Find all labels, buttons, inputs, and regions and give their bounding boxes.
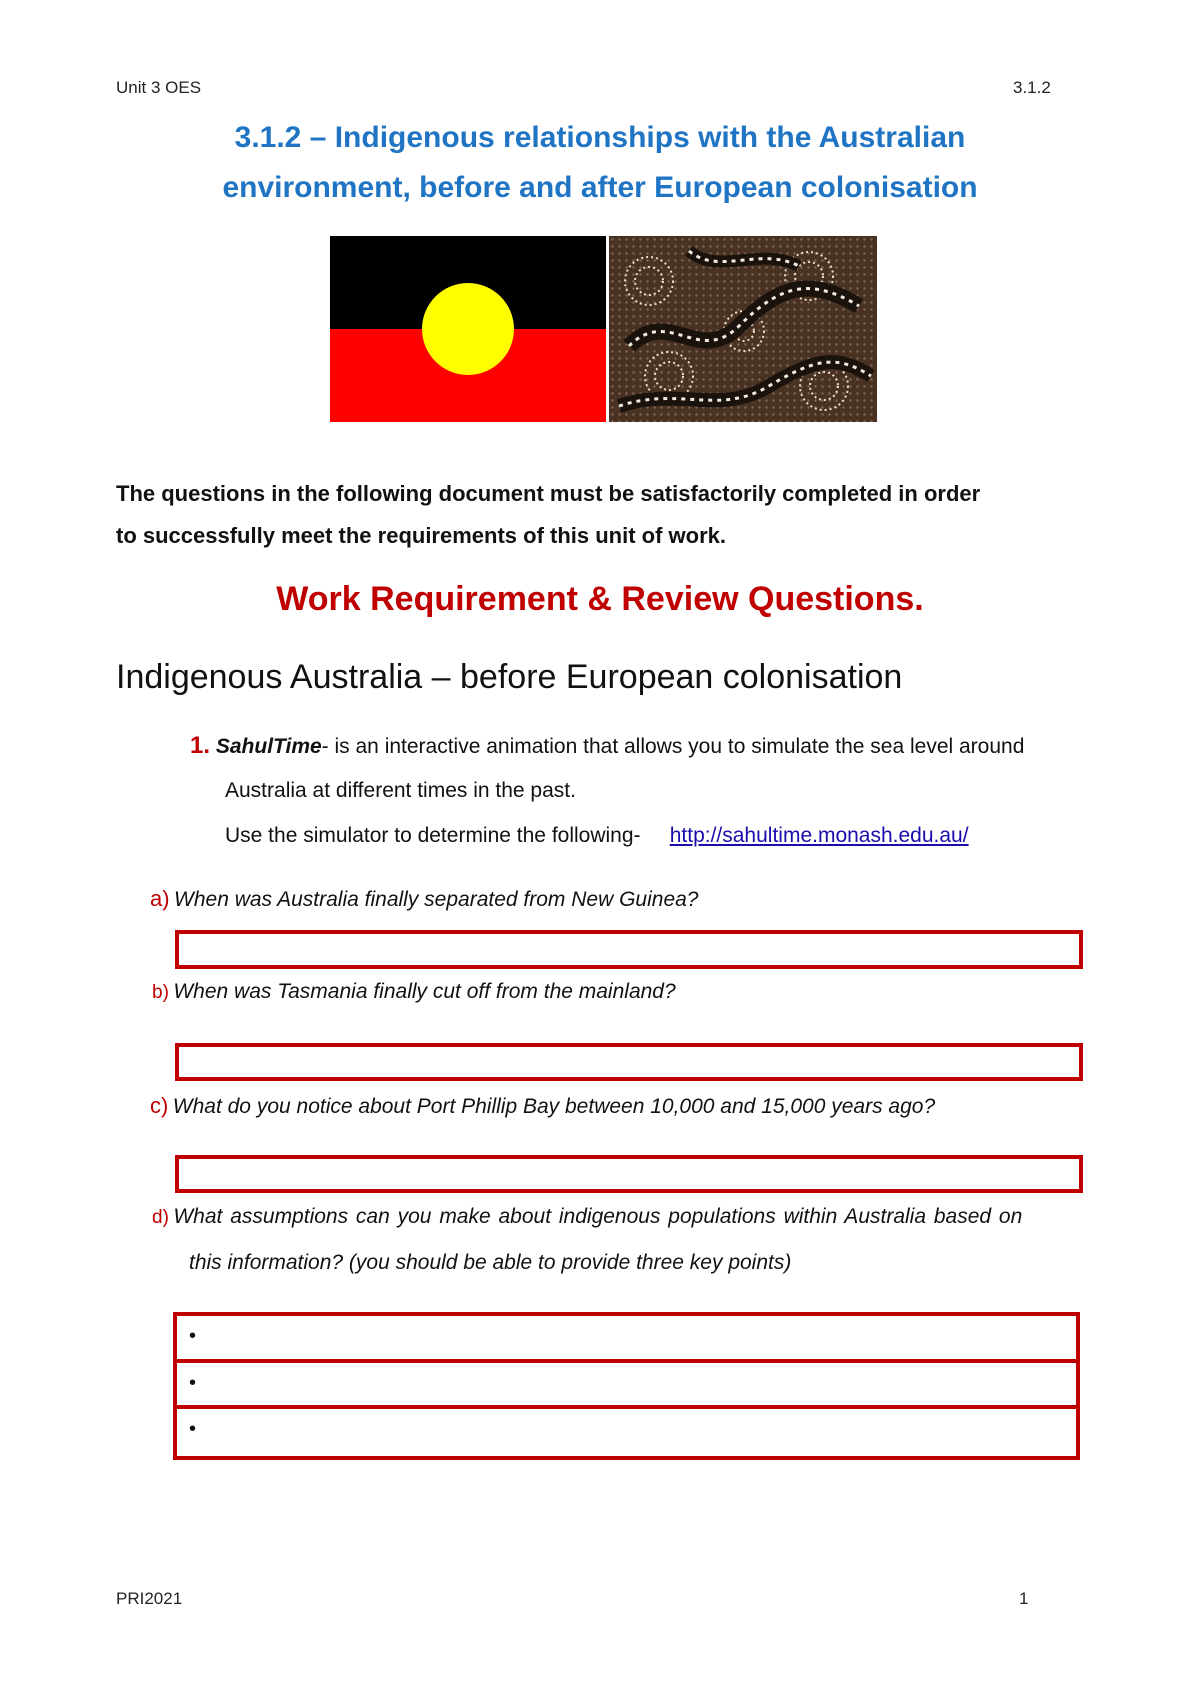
work-requirement-heading: Work Requirement & Review Questions. <box>276 580 924 618</box>
sahultime-link[interactable]: http://sahultime.monash.edu.au/ <box>669 824 969 847</box>
subquestion-a-text: When was Australia finally separated from New Guinea? <box>174 888 699 911</box>
header-unit: Unit 3 OES <box>116 78 202 97</box>
subquestion-b <box>152 980 676 1004</box>
bullet: • <box>189 1371 197 1394</box>
subquestion-c <box>150 1093 935 1119</box>
question-1-text-line1: - is an interactive animation that allows you to simulate the sea level around <box>321 735 1025 758</box>
section-heading: Indigenous Australia – before European colonisation <box>116 658 903 696</box>
subquestion-c-label: c) <box>150 1093 169 1118</box>
page-title-line2: environment, before and after European colonisation <box>222 171 978 204</box>
page-number: 1 <box>1019 1589 1029 1608</box>
sahultime-name: SahulTime <box>215 735 322 758</box>
answer-table-d <box>173 1312 1080 1460</box>
question-1 <box>190 723 1110 770</box>
answer-row-d3[interactable] <box>177 1409 1076 1456</box>
footer-code: PRI2021 <box>116 1589 183 1608</box>
answer-row-d2[interactable] <box>177 1363 1076 1410</box>
intro-line2: to successfully meet the requirements of this unit of work. <box>116 523 727 548</box>
answer-row-d1[interactable] <box>177 1316 1076 1363</box>
bullet: • <box>189 1325 197 1347</box>
subquestion-a <box>150 886 698 912</box>
page-title-line1: 3.1.2 – Indigenous relationships with the Australian <box>234 121 966 154</box>
question-1-text-line3 <box>225 813 1125 859</box>
subquestion-d-text-line2: this information? (you should be able to provide three key points) <box>189 1251 792 1274</box>
subquestion-b-label: b) <box>152 982 169 1003</box>
simulator-instruction: Use the simulator to determine the following- <box>225 824 641 847</box>
answer-box-a[interactable] <box>175 930 1083 969</box>
aboriginal-flag-image <box>330 236 606 422</box>
subquestion-d-label: d) <box>152 1207 169 1228</box>
subquestion-b-text: When was Tasmania finally cut off from the mainland? <box>173 980 676 1003</box>
subquestion-a-label: a) <box>150 886 170 911</box>
answer-box-b[interactable] <box>175 1043 1083 1081</box>
question-1-text-line2: Australia at different times in the past. <box>225 779 576 802</box>
question-number: 1. <box>190 732 211 759</box>
bullet: • <box>189 1418 197 1441</box>
answer-box-c[interactable] <box>175 1155 1083 1193</box>
aboriginal-dot-painting-image <box>609 236 877 422</box>
header-section-number: 3.1.2 <box>1013 78 1051 97</box>
subquestion-d <box>152 1205 1092 1229</box>
intro-line1: The questions in the following document must be satisfactorily completed in order <box>116 481 981 506</box>
subquestion-c-text: What do you notice about Port Phillip Bay between 10,000 and 15,000 years ago? <box>172 1095 936 1118</box>
subquestion-d-text-line1: What assumptions can you make about indigenous populations within Australia based on <box>173 1205 1023 1228</box>
